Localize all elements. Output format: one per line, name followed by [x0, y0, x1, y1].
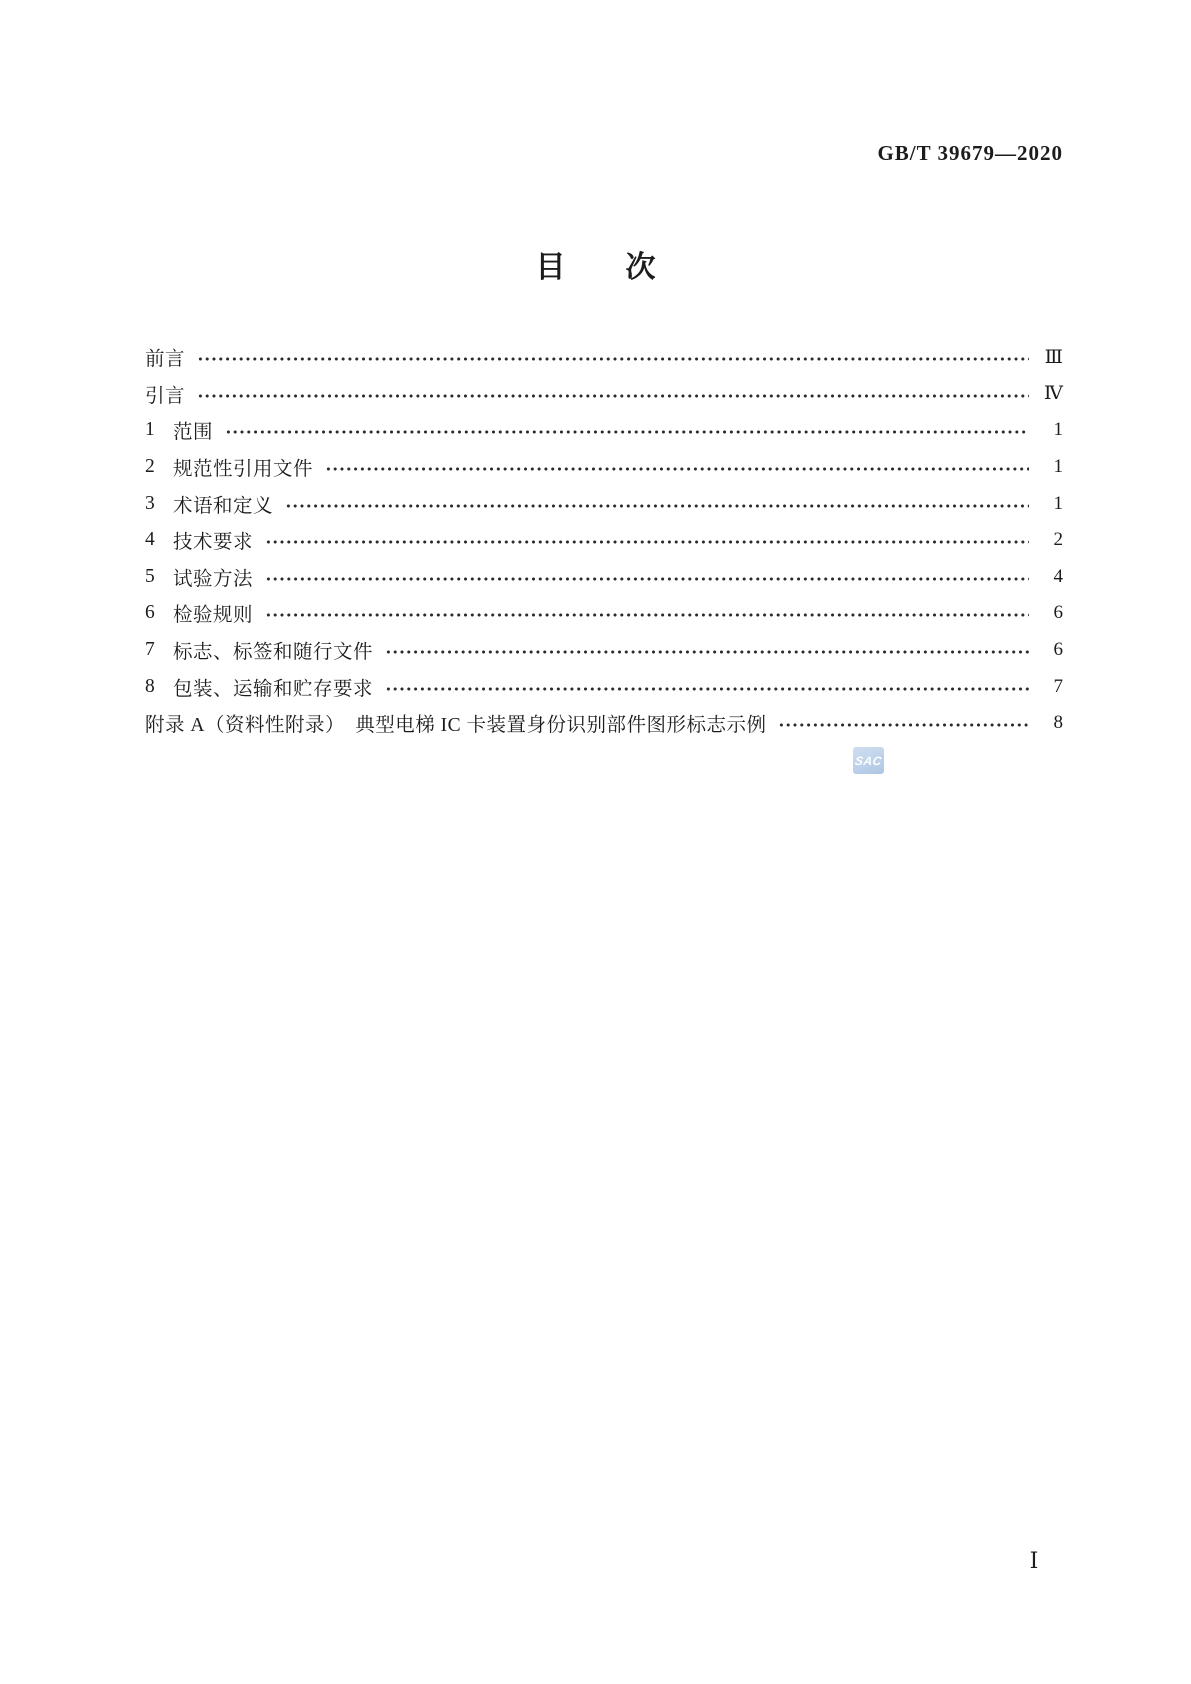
toc-entry: [145, 339, 1063, 376]
toc-entry-page: 2: [1053, 529, 1063, 551]
toc-entry-label: 前言: [145, 349, 186, 371]
toc-entry-page: 1: [1053, 492, 1063, 514]
dot-leader: [778, 721, 1029, 729]
toc-entry-page: 1: [1053, 419, 1063, 441]
dot-leader: [325, 465, 1029, 473]
toc-entry-label: 技术要求: [173, 532, 254, 554]
toc-entry-number: 2: [145, 456, 155, 478]
dot-leader: [265, 575, 1029, 583]
dot-leader: [385, 648, 1029, 656]
toc-entry-label: 范围: [173, 422, 214, 444]
page-title: 目 次: [535, 251, 656, 284]
toc-entry: [145, 705, 1063, 742]
dot-leader: [225, 428, 1029, 436]
toc-entry-page: Ⅲ: [1044, 346, 1063, 368]
toc-entry-label: 规范性引用文件: [173, 459, 314, 481]
toc-entry-label: 标志、标签和随行文件: [173, 642, 374, 664]
sac-watermark-text: SAC: [854, 753, 883, 768]
dot-leader: [197, 392, 1029, 400]
toc-entry-page: 6: [1053, 602, 1063, 624]
dot-leader: [265, 538, 1029, 546]
dot-leader: [385, 685, 1029, 693]
toc-entry-label: 附录 A（资料性附录） 典型电梯 IC 卡装置身份识别部件图形标志示例: [145, 715, 767, 737]
toc-entry: [145, 376, 1063, 413]
toc-entry: [145, 485, 1063, 522]
toc-entry-page: 4: [1053, 565, 1063, 587]
toc-entry: [145, 559, 1063, 596]
toc-entry: [145, 595, 1063, 632]
toc-entry: [145, 449, 1063, 486]
toc-entry-page: 6: [1053, 639, 1063, 661]
footer-page-number: Ⅰ: [1029, 1548, 1039, 1573]
toc-entry-page: 8: [1053, 712, 1063, 734]
toc-list: [145, 339, 1063, 742]
dot-leader: [197, 355, 1029, 363]
toc-entry-number: 6: [145, 602, 155, 624]
toc-entry-label: 包装、运输和贮存要求: [173, 678, 374, 700]
toc-entry-page: 1: [1053, 456, 1063, 478]
toc-entry-number: 8: [145, 675, 155, 697]
dot-leader: [285, 502, 1029, 510]
toc-entry-page: Ⅳ: [1044, 383, 1063, 405]
toc-entry: [145, 632, 1063, 669]
toc-entry-number: 1: [145, 419, 155, 441]
toc-entry-page: 7: [1053, 675, 1063, 697]
toc-entry-number: 5: [145, 565, 155, 587]
doc-number: GB/T 39679—2020: [877, 141, 1063, 165]
toc-entry-number: 7: [145, 639, 155, 661]
toc-entry-label: 检验规则: [173, 605, 254, 627]
dot-leader: [265, 611, 1029, 619]
toc-entry: [145, 412, 1063, 449]
sac-watermark: [853, 747, 884, 774]
toc-entry: [145, 668, 1063, 705]
toc-entry-label: 术语和定义: [173, 495, 274, 517]
toc-entry-number: 3: [145, 492, 155, 514]
toc-entry: [145, 522, 1063, 559]
toc-entry-label: 试验方法: [173, 568, 254, 590]
toc-entry-label: 引言: [145, 385, 186, 407]
toc-entry-number: 4: [145, 529, 155, 551]
